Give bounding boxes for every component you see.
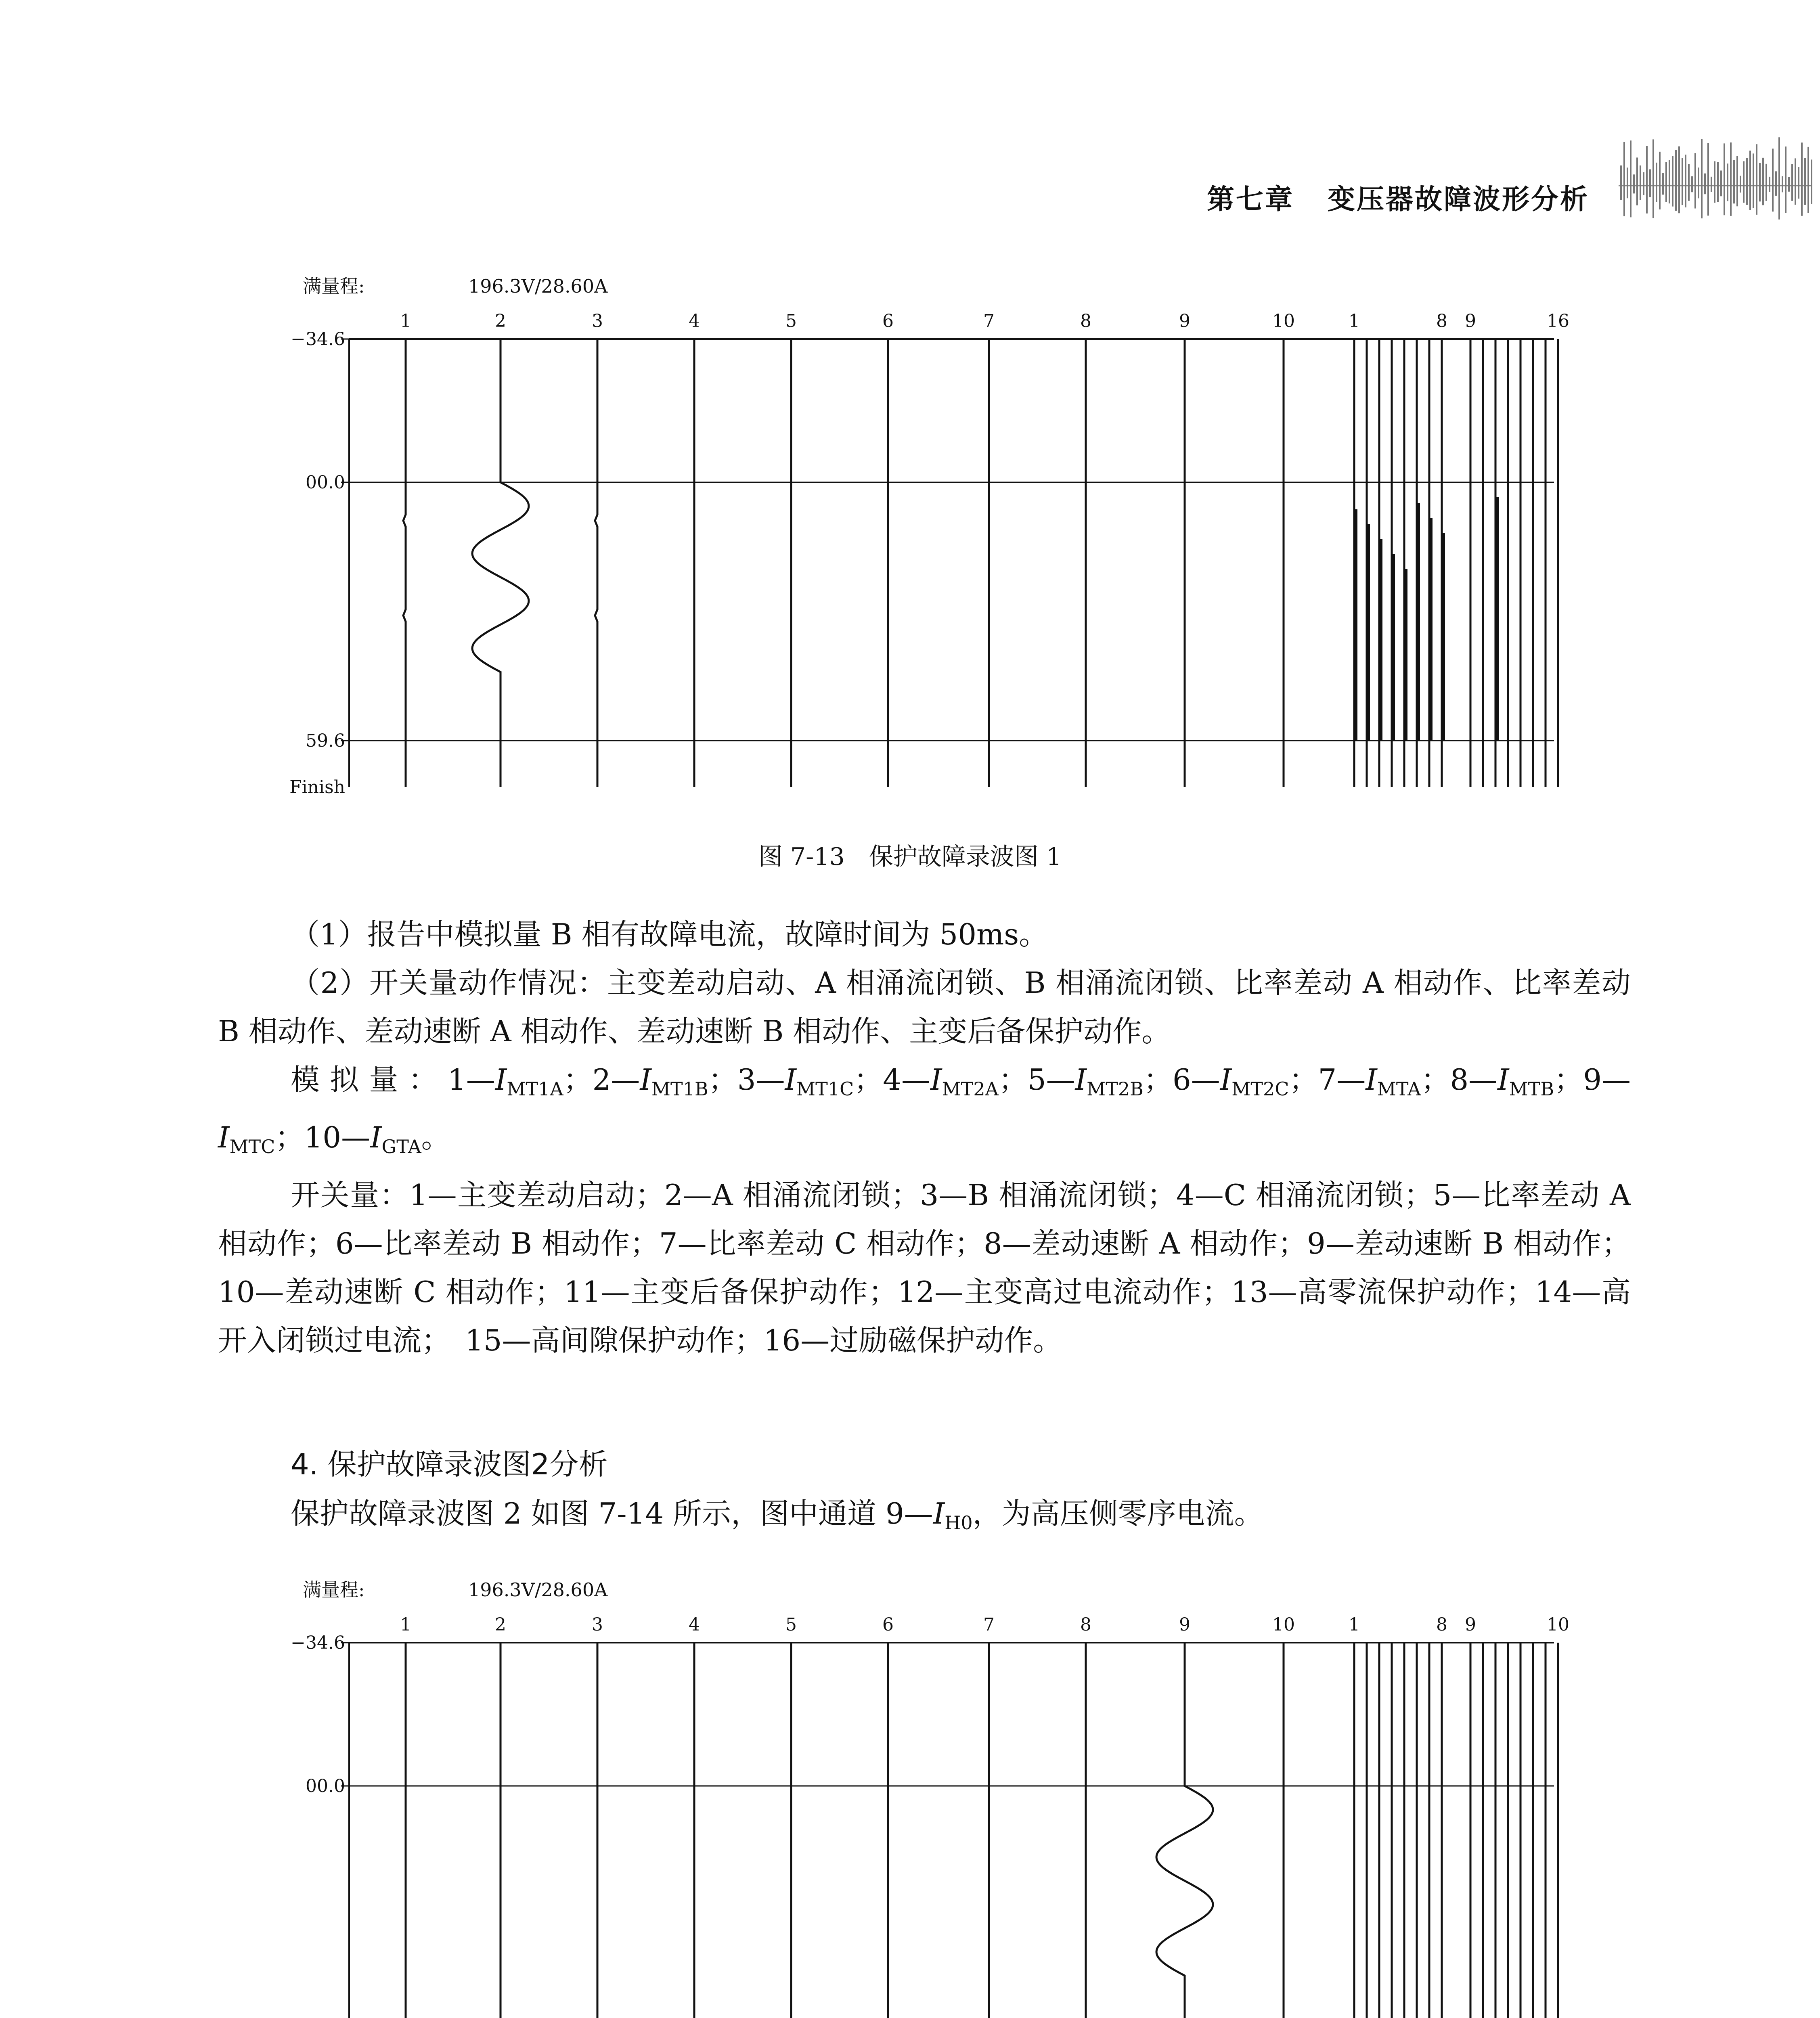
y-label-zero: 00.0 — [306, 472, 345, 493]
analog-item-10: $10—I_{GTA}$。 — [304, 1120, 450, 1158]
switch-6-active-bar — [1416, 503, 1420, 741]
switch-8-active-bar — [1441, 533, 1445, 741]
analog-item-8: $8—I_{MTB}$； — [1450, 1063, 1583, 1100]
analog-channel-9-waveform — [1156, 1643, 1213, 2018]
range-label: 满量程: — [303, 275, 365, 297]
switch-7-active-bar — [1428, 518, 1433, 741]
waveform-chart-2 — [279, 1578, 1570, 2018]
analog-channel-label-2: 2 — [495, 1614, 506, 1635]
analog-channel-label-5: 5 — [785, 1614, 797, 1635]
figure-7-14 — [279, 1578, 1570, 2018]
analog-channel-label-9: 9 — [1179, 311, 1190, 331]
analog-channel-label-4: 4 — [689, 1614, 700, 1635]
waveform-chart-1 — [279, 274, 1570, 811]
analog-item-6: $6—I_{MT2C}$； — [1173, 1063, 1318, 1100]
analog-channel-label-1: 1 — [400, 1614, 411, 1635]
switch-3-active-bar — [1378, 539, 1382, 741]
analog-item-1: $1—I_{MT1A}$； — [448, 1063, 593, 1100]
analog-channel-label-3: 3 — [592, 1614, 603, 1635]
chapter-title: 第七章 变压器故障波形分析 — [1207, 184, 1590, 216]
analog-channel-label-10: 10 — [1272, 311, 1295, 331]
analog-channel-label-6: 6 — [882, 311, 894, 331]
analog-channel-label-5: 5 — [785, 311, 797, 331]
waveform-decoration-icon — [1619, 133, 1812, 230]
switch-2-active-bar — [1366, 524, 1370, 741]
analog-channel-label-8: 8 — [1080, 1614, 1091, 1635]
analog-item-7: $7—I_{MTA}$； — [1318, 1063, 1450, 1100]
paragraph-analog: 模拟量：$1—I_{MT1A}$；$2—I_{MT1B}$；$3—I_{MT1C}$；$4—I_{MT2A}$；$5—I_{MT2B}$；$6—I_{MT2C}$；$7—I_{MTA}$；$8—I_{MTB}$；$9—I_{MTC}$；$10—I_{GTA}$。 — [218, 1063, 1631, 1158]
switch-1-active-bar — [1353, 509, 1357, 741]
analog-channel-label-7: 7 — [983, 1614, 995, 1635]
range-value: 196.3V/28.60A — [468, 1579, 608, 1601]
paragraph-1: （1）报告中模拟量 B 相有故障电流，故障时间为 50ms。 — [291, 917, 1048, 951]
analog-channel-label-1: 1 — [400, 311, 411, 331]
switch-label-8: 8 — [1436, 311, 1447, 331]
switch-4-active-bar — [1391, 554, 1395, 741]
figure-7-13-caption: 图 7-13 保护故障录波图 1 — [758, 843, 1062, 871]
switch-label-9: 9 — [1465, 311, 1476, 331]
switch-label-1: 1 — [1349, 1614, 1360, 1635]
analog-channel-2-waveform — [472, 339, 529, 787]
switch-label-8: 8 — [1436, 1614, 1447, 1635]
switch-5-active-bar — [1403, 569, 1407, 741]
y-label-top: −34.6 — [291, 329, 345, 350]
paragraph-switch: 开关量：1—主变差动启动；2—A 相涌流闭锁；3—B 相涌流闭锁；4—C 相涌流闭锁；5—比率差动 A 相动作；6—比率差动 B 相动作；7—比率差动 C 相动作；8—差动速断 A 相动作；9—差动速断 B 相动作；10—差动速断 C 相动作；11—主变后备保护动作；12—主变高过电流动作；13—高零流保护动作；14—高开入闭锁过电流； 15—高间隙保护动作；16—过励磁保护动作。 — [218, 1178, 1631, 1357]
analog-item-5: $5—I_{MT2B}$； — [1027, 1063, 1173, 1100]
analog-channel-label-3: 3 — [592, 311, 603, 331]
running-header — [0, 133, 1820, 254]
section-heading-4: 4. 保护故障录波图2分析 — [291, 1447, 608, 1481]
analog-item-3: $3—I_{MT1C}$； — [737, 1063, 883, 1100]
analog-item-9: $9—I_{MTC}$； — [218, 1063, 1631, 1158]
analog-channel-1-trace — [403, 339, 406, 787]
paragraph-2: （2）开关量动作情况：主变差动启动、A 相涌流闭锁、B 相涌流闭锁、比率差动 A 相动作、比率差动 B 相动作、差动速断 A 相动作、差动速断 B 相动作、主变后备保护动作。 — [218, 966, 1631, 1048]
switch-label-9: 9 — [1465, 1614, 1476, 1635]
body-text-block-1 — [218, 910, 1631, 1365]
paragraph-5: 保护故障录波图 2 如图 7-14 所示，图中通道 $9—I_{H0}$，为高压侧零序电流。 — [291, 1497, 1263, 1534]
analog-item-2: $2—I_{MT1B}$； — [592, 1063, 737, 1100]
y-label-finish: Finish — [289, 777, 345, 798]
switch-label-16: 16 — [1547, 311, 1569, 331]
analog-item-4: $4—I_{MT2A}$； — [883, 1063, 1028, 1100]
switch-label-1: 1 — [1349, 311, 1360, 331]
analog-channel-label-7: 7 — [983, 311, 995, 331]
analog-channel-label-4: 4 — [689, 311, 700, 331]
body-text-block-2 — [218, 1489, 1631, 1547]
analog-channel-3-trace — [595, 339, 597, 787]
range-value: 196.3V/28.60A — [468, 275, 608, 297]
switch-label-16: 10 — [1547, 1614, 1569, 1635]
analog-channel-label-10: 10 — [1272, 1614, 1295, 1635]
analog-channel-label-8: 8 — [1080, 311, 1091, 331]
analog-channel-label-2: 2 — [495, 311, 506, 331]
analog-channel-label-6: 6 — [882, 1614, 894, 1635]
y-label-zero: 00.0 — [306, 1776, 345, 1796]
switch-11-active-bar — [1495, 497, 1499, 741]
y-label-top: −34.6 — [291, 1633, 345, 1653]
analog-channel-label-9: 9 — [1179, 1614, 1190, 1635]
range-label: 满量程: — [303, 1579, 365, 1601]
figure-7-13 — [279, 274, 1570, 811]
y-label-bottom: 59.6 — [306, 731, 345, 751]
